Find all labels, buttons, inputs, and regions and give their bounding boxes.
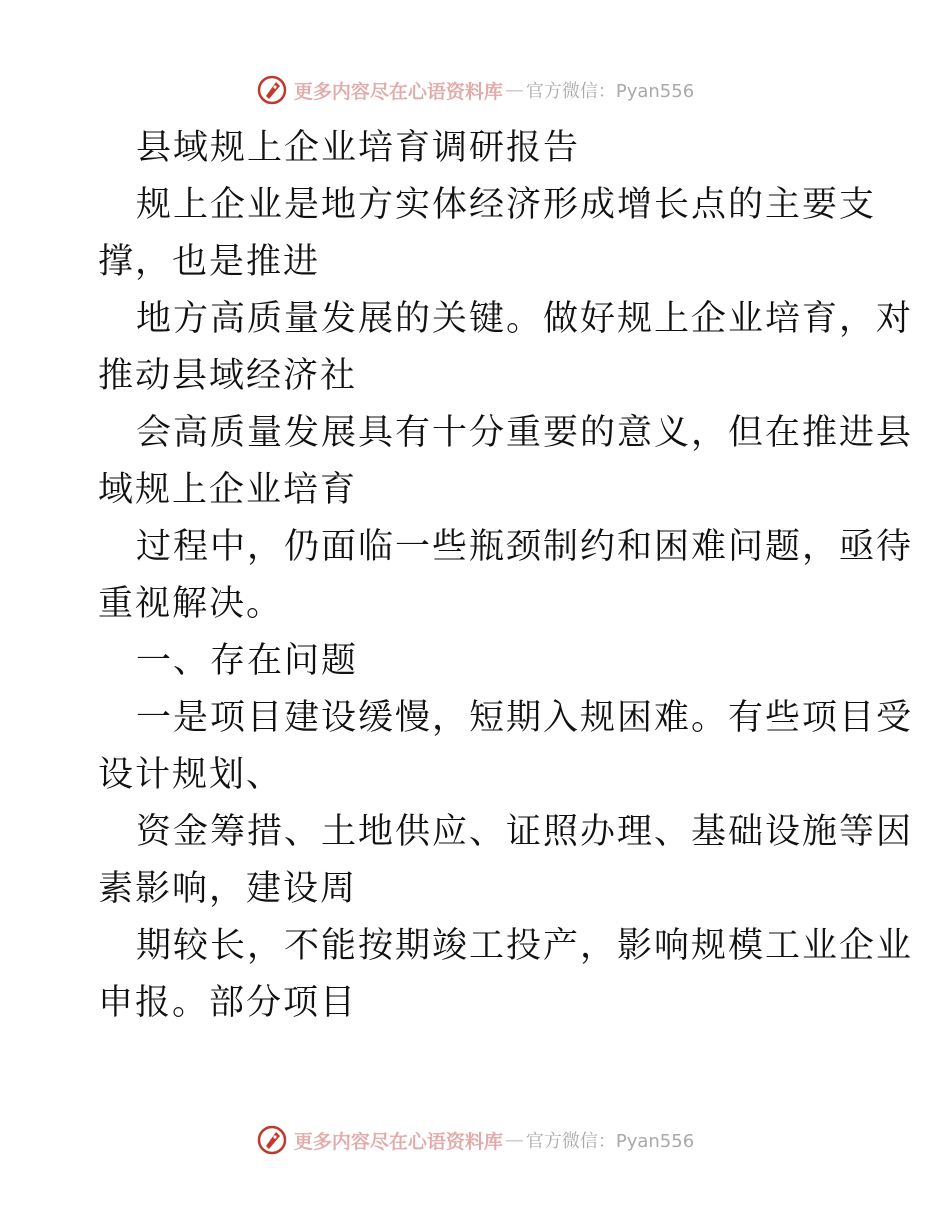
paragraph-line: 设计规划、 — [98, 755, 284, 795]
paragraph-line: 素影响，建设周 — [98, 869, 358, 909]
paragraph — [98, 918, 914, 1032]
paragraph-line: 推动县域经济社 — [98, 356, 358, 396]
pen-nib-circle-icon — [256, 1124, 288, 1156]
paragraph — [98, 690, 914, 804]
paragraph-line: 过程中，仍面临一些瓶颈制约和困难问题，亟待 — [136, 527, 914, 567]
watermark-brand: 更多内容尽在心语资料库 — [293, 80, 503, 103]
header-watermark — [0, 70, 950, 110]
paragraph — [98, 519, 914, 633]
pen-nib-circle-icon — [256, 74, 288, 106]
footer-watermark — [0, 1120, 950, 1160]
document-title — [98, 120, 858, 177]
title-text: 县域规上企业培育调研报告 — [136, 128, 581, 168]
paragraph — [98, 291, 914, 405]
document-body — [98, 120, 914, 1032]
watermark-wechat: 官方微信：Pyan556 — [525, 1131, 695, 1152]
paragraph — [98, 804, 914, 918]
paragraph — [98, 405, 914, 519]
paragraph-line: 重视解决。 — [98, 584, 284, 624]
watermark-brand: 更多内容尽在心语资料库 — [293, 1130, 503, 1153]
paragraph-line: 资金筹措、土地供应、证照办理、基础设施等因 — [136, 812, 914, 852]
paragraph-line: 期较长，不能按期竣工投产，影响规模工业企业 — [136, 926, 914, 966]
watermark-separator: — — [504, 79, 524, 101]
paragraph-line: 申报。部分项目 — [98, 983, 358, 1023]
watermark-separator: — — [504, 1129, 524, 1151]
paragraph-line: 地方高质量发展的关键。做好规上企业培育，对 — [136, 299, 914, 339]
paragraph-line: 域规上企业培育 — [98, 470, 358, 510]
paragraph-line: 撑，也是推进 — [98, 242, 321, 282]
paragraph-line: 会高质量发展具有十分重要的意义，但在推进县 — [136, 413, 914, 453]
paragraph-line: 规上企业是地方实体经济形成增长点的主要支 — [136, 185, 877, 225]
paragraph-line: 一是项目建设缓慢，短期入规困难。有些项目受 — [136, 698, 914, 738]
section-heading-text: 一、存在问题 — [136, 641, 359, 681]
watermark-wechat: 官方微信：Pyan556 — [525, 81, 695, 102]
section-heading — [98, 633, 858, 690]
paragraph — [98, 177, 877, 291]
